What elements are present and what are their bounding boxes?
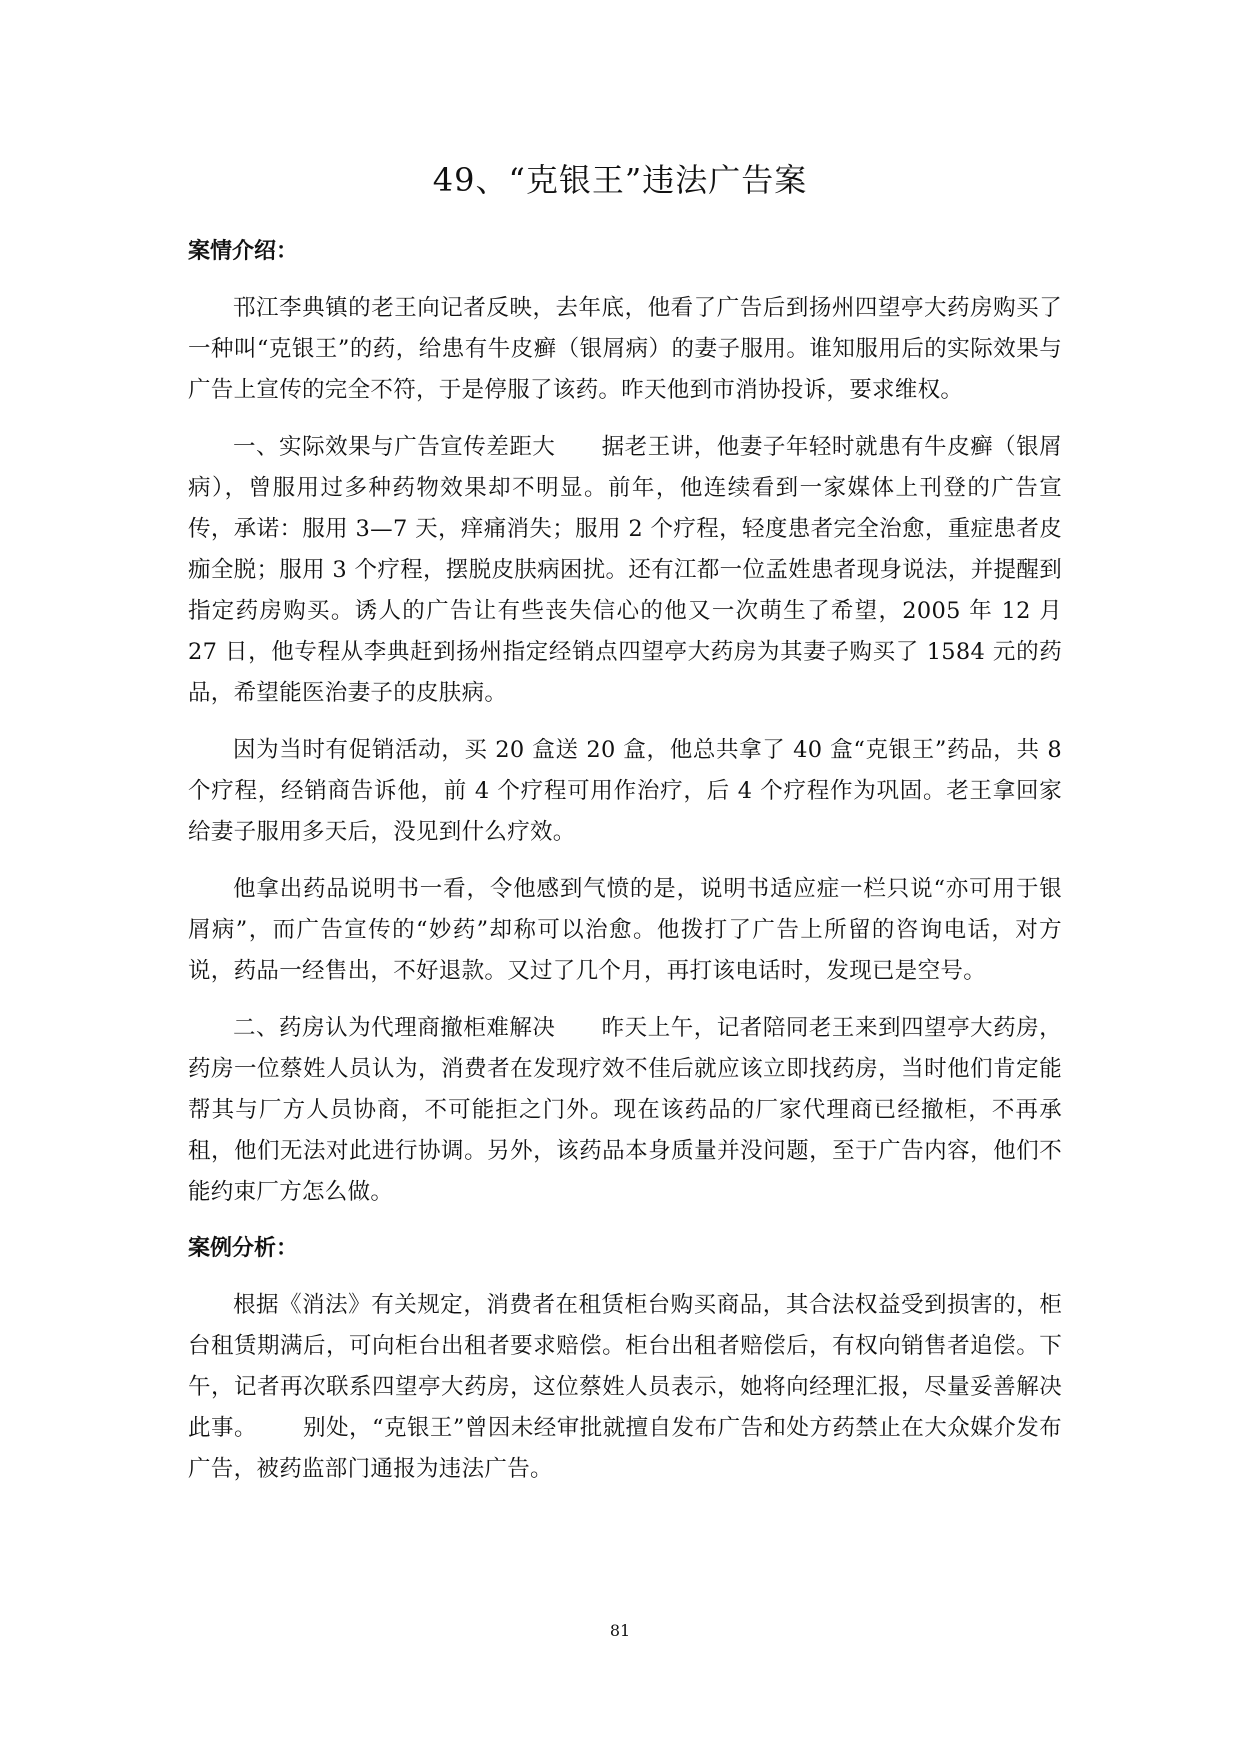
section-heading-case-analysis: 案例分析： <box>188 1236 299 1261</box>
paragraph-text: 据老王讲，他妻子年轻时就患有牛皮癣（银屑病），曾服用过多种药物效果却不明显。前年，他连续看到一家媒体上刊登的广告宣传，承诺：服用 3—7 天，痒痛消失；服用 2 个疗程，轻度患者完全治愈，重症患者皮痂全脱；服用 3 个疗程，摆脱皮肤病困扰。还有江都一位孟姓患者现身说法，并提醒到指定药房购买。诱人的广告让有些丧失信心的他又一次萌生了希望，2005 年 12 月 27 日，他专程从李典赶到扬州指定经销点四望亭大药房为其妻子购买了 1584 元的药品，希望能医治妻子的皮肤病。 <box>188 434 1062 706</box>
paragraph-instructions <box>188 869 1062 992</box>
section-heading-case-intro: 案情介绍： <box>188 239 299 264</box>
paragraph-pharmacy <box>188 1008 1062 1213</box>
paragraph-text: 昨天上午，记者陪同老王来到四望亭大药房，药房一位蔡姓人员认为，消费者在发现疗效不佳后就应该立即找药房，当时他们肯定能帮其与厂方人员协商，不可能拒之门外。现在该药品的厂家代理商已经撤柜，不再承租，他们无法对此进行协调。另外，该药品本身质量并没问题，至于广告内容，他们不能约束厂方怎么做。 <box>188 1015 1062 1205</box>
page-title: 49、“克银王”违法广告案 <box>432 161 808 199</box>
paragraph-text: 根据《消法》有关规定，消费者在租赁柜台购买商品，其合法权益受到损害的，柜台租赁期满后，可向柜台出租者要求赔偿。柜台出租者赔偿后，有权向销售者追偿。下午，记者再次联系四望亭大药房，这位蔡姓人员表示，她将向经理汇报，尽量妥善解决此事。 <box>188 1292 1062 1441</box>
subsection-title-effect-gap: 一、实际效果与广告宣传差距大 <box>233 434 556 460</box>
paragraph-text: 别处，“克银王”曾因未经审批就擅自发布广告和处方药禁止在大众媒介发布广告，被药监部门通报为违法广告。 <box>188 1415 1062 1482</box>
paragraph-complaint <box>188 288 1062 411</box>
paragraph-text: 因为当时有促销活动，买 20 盒送 20 盒，他总共拿了 40 盒“克银王”药品，共 8 个疗程，经销商告诉他，前 4 个疗程可用作治疗，后 4 个疗程作为巩固。老王拿回家给妻子服用多天后，没见到什么疗效。 <box>188 737 1062 845</box>
subsection-title-pharmacy: 二、药房认为代理商撤柜难解决 <box>233 1015 556 1041</box>
paragraph-promotion <box>188 730 1062 853</box>
paragraph-effect-gap <box>188 427 1062 714</box>
paragraph-analysis <box>188 1285 1062 1490</box>
page-number: 81 <box>609 1621 631 1640</box>
paragraph-text: 他拿出药品说明书一看，令他感到气愤的是，说明书适应症一栏只说“亦可用于银屑病”，而广告宣传的“妙药”却称可以治愈。他拨打了广告上所留的咨询电话，对方说，药品一经售出，不好退款。又过了几个月，再打该电话时，发现已是空号。 <box>188 876 1062 984</box>
paragraph-text: 邗江李典镇的老王向记者反映，去年底，他看了广告后到扬州四望亭大药房购买了一种叫“克银王”的药，给患有牛皮癣（银屑病）的妻子服用。谁知服用后的实际效果与广告上宣传的完全不符，于是停服了该药。昨天他到市消协投诉，要求维权。 <box>188 295 1062 403</box>
document-body <box>188 232 1062 1506</box>
